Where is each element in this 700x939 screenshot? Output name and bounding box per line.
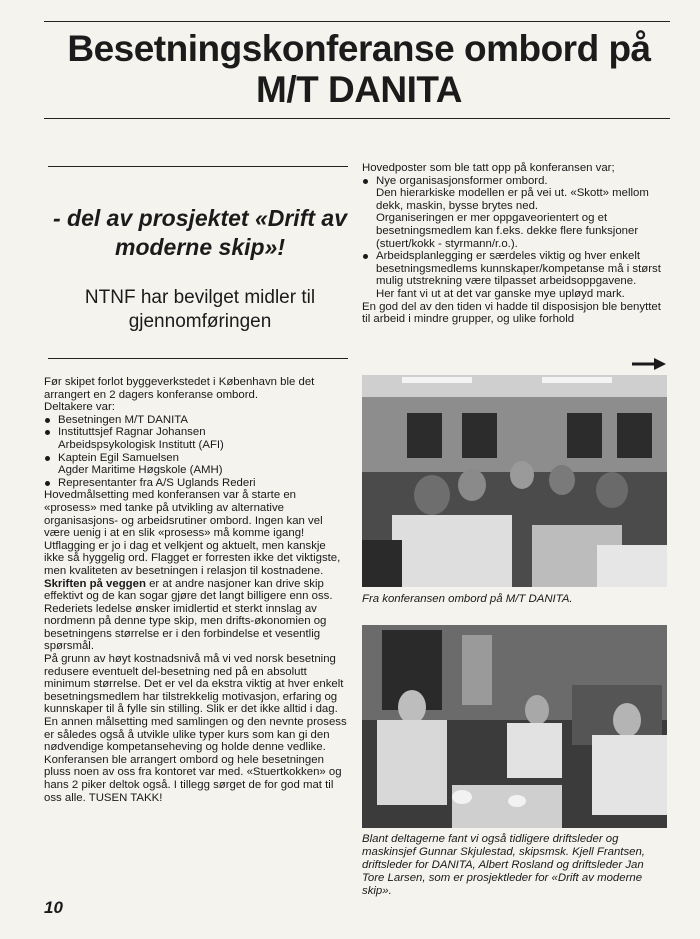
paragraph: Hovedposter som ble tatt opp på konferansen var; xyxy=(362,162,615,174)
right-column xyxy=(362,162,668,326)
paragraph-lead: Skriften på veggen xyxy=(44,577,146,590)
list-item: Besetningen M/T DANITA xyxy=(44,414,348,427)
list-item: Representanter fra A/S Uglands Rederi xyxy=(44,477,348,490)
list-item: Instituttsjef Ragnar Johansen Arbeidspsykologisk Institutt (AFI) xyxy=(44,426,348,451)
page-number: 10 xyxy=(44,898,63,917)
paragraph: En god del av den tiden vi hadde til disposisjon ble benyttet til arbeid i mindre grupper, og ulike forhold xyxy=(362,300,661,326)
paragraph: Deltakere var: xyxy=(44,401,115,414)
article-deck: NTNF har bevilget midler til gjennomføringen xyxy=(84,287,316,332)
conference-photo xyxy=(362,375,667,587)
paragraph: Konferansen ble arrangert ombord og hele besetningen pluss noen av oss fra kontoret var med. «Stuertkokken» og hans 2 piker deltok også. I tillegg sørget de for god mat til oss alle. TUSEN TAKK! xyxy=(44,753,342,804)
paragraph: Hovedmålsetting med konferansen var å starte en «prosess» med tanke på utvikling av alternative organisasjons- og arbeidsrutiner ombord. Ingen kan vel være uenig i at en slik «prosess» må komme igang! xyxy=(44,489,323,540)
list-item: Kaptein Egil Samuelsen Agder Maritime Høgskole (AMH) xyxy=(44,452,348,477)
left-column xyxy=(44,376,348,804)
participant-list xyxy=(44,414,348,490)
paragraph-body: er at andre nasjoner kan drive skip effektivt og de kan sogar gjøre det langt billigere enn oss. Rederiets ledelse ønsker imidlertid et sterkt innslag av nordmenn på denne type skip, men drifts-økonomien og besetningens størrelse er i den forbindelse et vesentlig spørsmål. xyxy=(44,577,333,653)
photo-caption: Fra konferansen ombord på M/T DANITA. xyxy=(362,593,573,605)
list-item: Arbeidsplanlegging er særdeles viktig og hver enkelt besetningsmedlems kunnskaper/kompetanse må i størst mulig utstrekning være tilpasset arbeidsoppgavene. Her fant vi ut at det var ganske mye upløyd mark. xyxy=(362,250,668,300)
subtitle-rule-bottom xyxy=(48,358,348,359)
list-item: Nye organisasjonsformer ombord. Den hierarkiske modellen er på vei ut. «Skott» mellom dekk, maskin, bysse brytes ned. Organiseringen er mer oppgaveorientert og et besetningsmedlem kan f.eks. dekke flere funksjoner (stuert/kokk - styrmann/r.o.). xyxy=(362,175,668,251)
paragraph xyxy=(44,578,348,654)
article-subtitle: - del av prosjektet «Drift av moderne skip»! xyxy=(53,205,347,260)
topic-list xyxy=(362,175,668,301)
subtitle-rule-top xyxy=(48,166,348,167)
paragraph: Utflagging er jo i dag et velkjent og aktuelt, men kanskje ikke så hyggelig ord. Flagget er forresten ikke det viktigste, men kvaliteten av besetningen i relasjon til kostnadene. xyxy=(44,539,341,577)
title-rule-top xyxy=(44,21,670,22)
participants-photo xyxy=(362,625,667,828)
article-title: Besetningskonferanse ombord på M/T DANITA xyxy=(67,28,651,110)
paragraph: På grunn av høyt kostnadsnivå må vi ved norsk besetning redusere eventuelt del-besetning ned på en absolutt minimum størrelse. Det er vel da ekstra viktig at hver enkelt besetningsmedlem har tilstrekkelig motivasjon, erfaring og kunnskaper til å fylle sin stilling. Slik er det ikke alltid i dag. xyxy=(44,653,344,716)
title-rule-bottom xyxy=(44,118,670,119)
paragraph: En annen målsetting med samlingen og den nevnte prosess er således også å utvikle ulike typer kurs som kan gi den nødvendige kompetanseheving og holde denne vedlike. xyxy=(44,716,347,754)
continue-arrow-icon xyxy=(632,358,666,370)
paragraph: Før skipet forlot byggeverkstedet i København ble det arrangert en 2 dagers konferanse ombord. xyxy=(44,376,315,401)
photo-caption: Blant deltagerne fant vi også tidligere driftsleder og maskinsjef Gunnar Skjulestad, skipsmsk. Kjell Frantsen, driftsleder for DANITA, Albert Rosland og driftsleder Jan Tore Larsen, som er prosjektleder for «Drift av moderne skip». xyxy=(362,833,645,897)
